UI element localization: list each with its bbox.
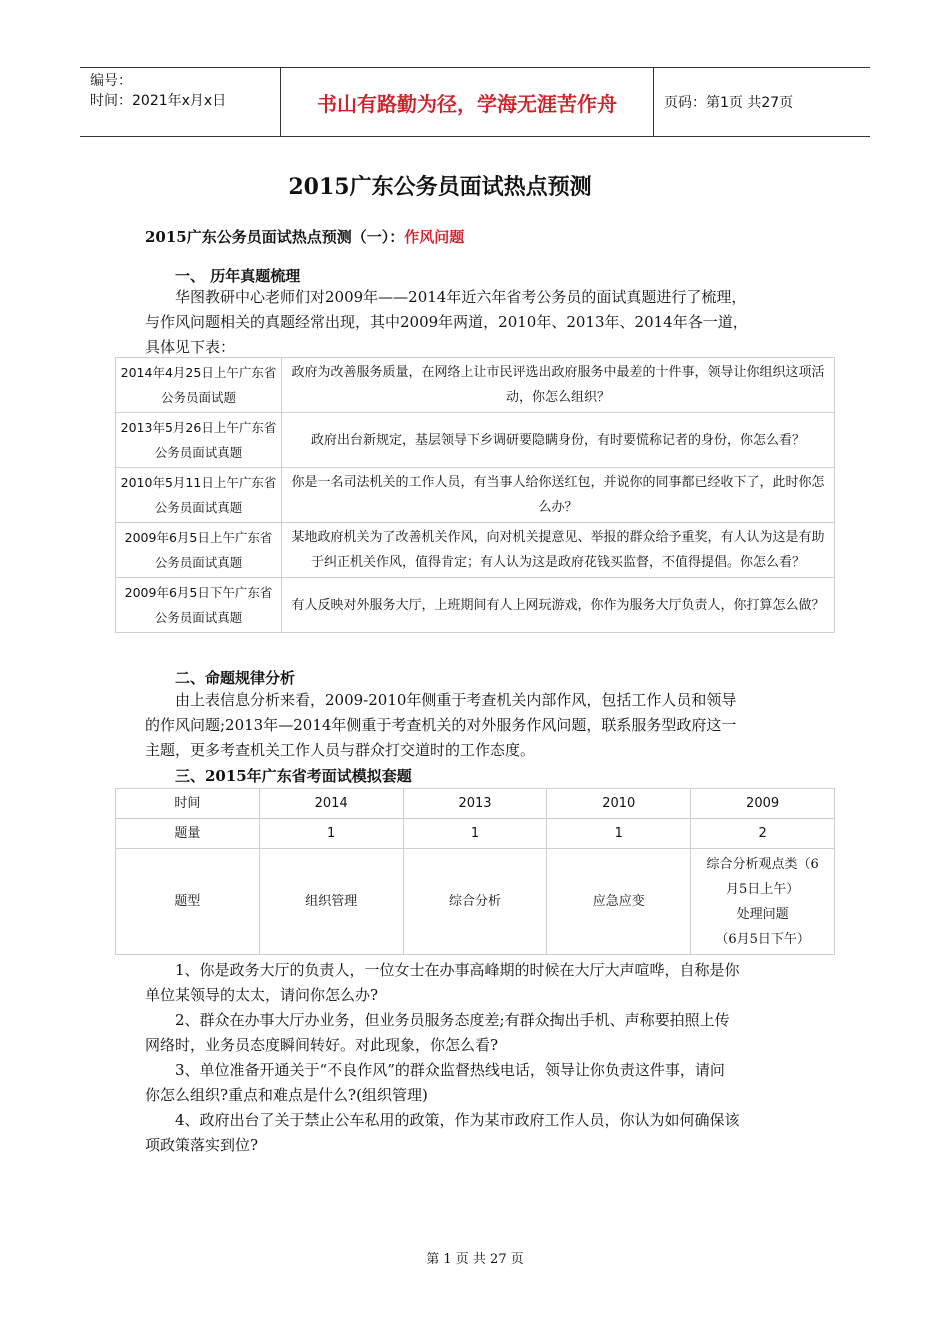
mock-question-line: 网络时，业务员态度瞬间转好。对此现象，你怎么看?	[145, 1036, 499, 1054]
stats-cell: 2009	[691, 789, 835, 819]
subtitle-topic: 作风问题	[404, 228, 465, 246]
header-table	[80, 67, 870, 137]
stats-cell: 综合分析	[403, 849, 547, 955]
table-row	[116, 523, 835, 578]
stats-cell: 2010	[547, 789, 691, 819]
stats-cell: 应急应变	[547, 849, 691, 955]
type-line: 处理问题	[736, 906, 789, 922]
question-text: 你是一名司法机关的工作人员，有当事人给你送红包，并说你的同事都已经收下了，此时你怎么办？	[282, 468, 835, 523]
question-text: 政府出台新规定，基层领导下乡调研要隐瞒身份，有时要慌称记者的身份，你怎么看？	[282, 413, 835, 468]
stats-cell: 1	[403, 819, 547, 849]
question-date: 2009年6月5日下午广东省公务员面试真题	[116, 578, 282, 633]
section1-line: 华图教研中心老师们对2009年——2014年近六年省考公务员的面试真题进行了梳理，	[175, 288, 747, 306]
table-row	[116, 849, 835, 955]
number-label: 编号：	[90, 73, 132, 89]
question-text: 有人反映对外服务大厅，上班期间有人上网玩游戏，你作为服务大厅负责人，你打算怎么做？	[282, 578, 835, 633]
question-date: 2014年4月25日上午广东省公务员面试题	[116, 358, 282, 413]
table-row	[116, 789, 835, 819]
table-row	[116, 578, 835, 633]
stats-cell: 1	[259, 819, 403, 849]
question-date: 2010年5月11日上午广东省公务员面试真题	[116, 468, 282, 523]
section1-paragraph	[145, 285, 810, 360]
section2-line: 由上表信息分析来看，2009-2010年侧重于考查机关内部作风，包括工作人员和领导	[175, 691, 737, 709]
section2-heading: 二、命题规律分析	[175, 669, 296, 687]
motto: 书山有路勤为径，学海无涯苦作舟	[281, 68, 654, 137]
page-info: 页码：第1页 共27页	[654, 68, 871, 137]
question-text: 某地政府机关为了改善机关作风，向对机关提意见、举报的群众给予重奖，有人认为这是有助于纠正机关作风，值得肯定；有人认为这是政府花钱买监督，不值得提倡。你怎么看？	[282, 523, 835, 578]
type-line: 综合分析观点类（6	[706, 856, 819, 872]
table-row	[116, 358, 835, 413]
stats-cell: 题量	[116, 819, 260, 849]
section2-line: 的作风问题;2013年—2014年侧重于考查机关的对外服务作风问题，联系服务型政府这一	[145, 716, 737, 734]
subtitle-prefix: 2015广东公务员面试热点预测（一）：	[145, 228, 405, 246]
mock-question-line: 单位某领导的太太，请问你怎么办?	[145, 986, 379, 1004]
table-row	[116, 819, 835, 849]
mock-question-line: 1、你是政务大厅的负责人，一位女士在办事高峰期的时候在大厅大声喧哗，自称是你	[175, 961, 740, 979]
stats-cell: 2014	[259, 789, 403, 819]
mock-questions	[145, 958, 810, 1158]
section1-line: 具体见下表：	[145, 338, 236, 356]
subtitle	[145, 226, 464, 247]
header-left-cell	[80, 68, 281, 137]
page-footer: 第 1 页 共 27 页	[426, 1252, 524, 1267]
question-date: 2013年5月26日上午广东省公务员面试真题	[116, 413, 282, 468]
mock-question-line: 2、群众在办事大厅办业务，但业务员服务态度差;有群众掏出手机、声称要拍照上传	[175, 1011, 730, 1029]
section2-paragraph	[145, 688, 810, 763]
table-row	[116, 468, 835, 523]
section1-heading: 一、 历年真题梳理	[175, 267, 301, 285]
stats-cell: 组织管理	[259, 849, 403, 955]
type-line: 月5日上午）	[725, 881, 800, 897]
document-title: 2015广东公务员面试热点预测	[288, 174, 592, 200]
mock-question-line: 4、政府出台了关于禁止公车私用的政策，作为某市政府工作人员，你认为如何确保该	[175, 1111, 740, 1129]
stats-cell: 2	[691, 819, 835, 849]
type-line: （6月5日下午）	[715, 931, 810, 947]
question-date: 2009年6月5日上午广东省公务员面试真题	[116, 523, 282, 578]
mock-question-line: 项政策落实到位?	[145, 1136, 259, 1154]
mock-question-line: 3、单位准备开通关于“不良作风”的群众监督热线电话，领导让你负责这件事，请问	[175, 1061, 725, 1079]
stats-cell: 时间	[116, 789, 260, 819]
section3-heading: 三、2015年广东省考面试模拟套题	[175, 767, 412, 785]
mock-question-line: 你怎么组织?重点和难点是什么?(组织管理)	[145, 1086, 428, 1104]
stats-cell: 2013	[403, 789, 547, 819]
stats-cell-2009-type	[691, 849, 835, 955]
question-text: 政府为改善服务质量，在网络上让市民评选出政府服务中最差的十件事，领导让你组织这项活动，你怎么组织？	[282, 358, 835, 413]
section1-line: 与作风问题相关的真题经常出现，其中2009年两道，2010年、2013年、2014年各一道，	[145, 313, 748, 331]
section2-line: 主题，更多考查机关工作人员与群众打交道时的工作态度。	[145, 741, 536, 759]
stats-cell: 1	[547, 819, 691, 849]
stats-cell: 题型	[116, 849, 260, 955]
table-row	[116, 413, 835, 468]
questions-table	[115, 357, 835, 633]
time-label: 时间：2021年x月x日	[90, 93, 227, 109]
stats-table	[115, 788, 835, 955]
